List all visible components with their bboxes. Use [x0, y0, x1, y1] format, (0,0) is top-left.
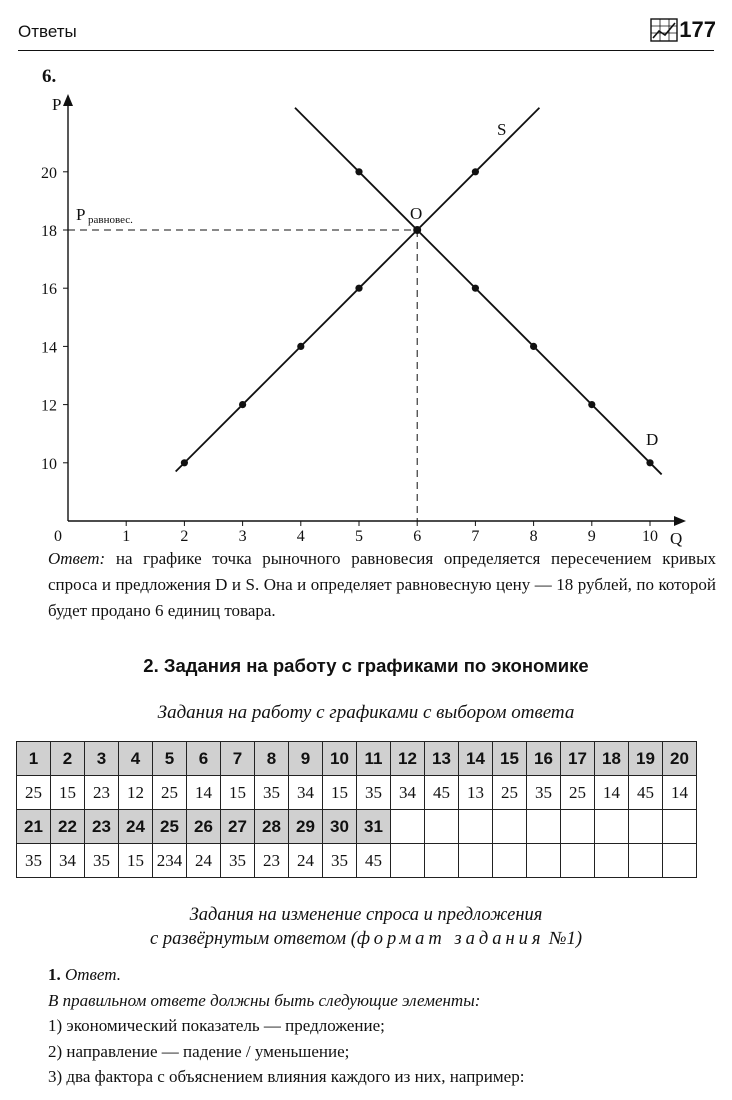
section2-line1: Задания на изменение спроса и предложения: [189, 905, 543, 925]
answers_2-cell: 23: [255, 844, 289, 878]
problem-number: 6.: [42, 66, 57, 87]
supply-label: S: [497, 120, 507, 139]
empty-cell: [391, 844, 425, 878]
headers_1-cell: 9: [289, 742, 323, 776]
answers_1-cell: 45: [629, 776, 663, 810]
answers_1-cell: 15: [323, 776, 357, 810]
answers_2-cell: 24: [289, 844, 323, 878]
empty-cell: [595, 844, 629, 878]
empty-cell: [629, 810, 663, 844]
headers_2-cell: 25: [153, 810, 187, 844]
header-title: Ответы: [18, 22, 77, 41]
answers_1-cell: 35: [357, 776, 391, 810]
headers_2-cell: 28: [255, 810, 289, 844]
y-tick-label: 14: [41, 339, 57, 357]
answers_2-cell: 234: [153, 844, 187, 878]
y-tick-label: 16: [41, 281, 57, 299]
answers_1-cell: 13: [459, 776, 493, 810]
answers_1-cell: 15: [221, 776, 255, 810]
task-item: 1) экономический показатель — предложение;: [48, 1016, 385, 1035]
equilibrium-price-subscript: равновес.: [88, 214, 133, 226]
headers_1-cell: 1: [17, 742, 51, 776]
headers_1-cell: 10: [323, 742, 357, 776]
answers_1-cell: 23: [85, 776, 119, 810]
x-tick-label: 3: [238, 528, 247, 545]
task-intro: В правильном ответе должны быть следующие элементы:: [48, 990, 481, 1010]
x-axis-arrow: [674, 516, 686, 526]
task-1: [48, 962, 716, 1090]
y-tick-label: 10: [41, 455, 57, 473]
answers_1-cell: 34: [391, 776, 425, 810]
answers_2-cell: 15: [119, 844, 153, 878]
section2-line2-end: №1): [544, 929, 582, 949]
answers_2-cell: 35: [85, 844, 119, 878]
x-tick-label: 2: [180, 528, 189, 545]
task-number: 1.: [48, 965, 61, 984]
x-tick-label: 4: [296, 528, 305, 545]
section-heading: 2. Задания на работу с графиками по экономике: [143, 655, 589, 676]
demand-label: D: [646, 430, 659, 449]
headers_2-cell: 26: [187, 810, 221, 844]
x-tick-label: 5: [355, 528, 363, 545]
headers_1-cell: 20: [663, 742, 697, 776]
answers_1-cell: 14: [595, 776, 629, 810]
answers_2-row: [17, 844, 697, 878]
supply-point: [355, 285, 362, 292]
headers_1-cell: 6: [187, 742, 221, 776]
empty-cell: [493, 844, 527, 878]
headers_2-row: [17, 810, 697, 844]
empty-cell: [425, 844, 459, 878]
headers_2-cell: 31: [357, 810, 391, 844]
task-item: 3) два фактора с объяснением влияния каждого из них, например:: [48, 1067, 525, 1086]
answers_1-cell: 25: [493, 776, 527, 810]
headers_2-cell: 29: [289, 810, 323, 844]
answers_1-row: [17, 776, 697, 810]
section2-line2-spaced: формат задания: [356, 929, 545, 949]
headers_1-cell: 14: [459, 742, 493, 776]
demand-line: [295, 108, 662, 475]
answers_1-cell: 15: [51, 776, 85, 810]
x-tick-label: 1: [122, 528, 131, 545]
headers_1-cell: 17: [561, 742, 595, 776]
empty-cell: [595, 810, 629, 844]
answers_1-cell: 34: [289, 776, 323, 810]
headers_2-cell: 30: [323, 810, 357, 844]
section2-heading: [0, 903, 732, 951]
answers_2-cell: 45: [357, 844, 391, 878]
answer-paragraph: [48, 546, 716, 624]
y-tick-label: 20: [41, 164, 57, 182]
answers_1-cell: 14: [187, 776, 221, 810]
demand-point: [530, 343, 537, 350]
answer-text: на графике точка рыночного равновесия определяется пересечением кривых спроса и предложения D и S. Она и определяет равновесную цену — 18 рублей, по которой будет продано 6 единиц товара.: [48, 549, 716, 620]
headers_1-cell: 16: [527, 742, 561, 776]
answers_2-cell: 35: [17, 844, 51, 878]
answers_1-cell: 25: [17, 776, 51, 810]
x-tick-label: 10: [642, 528, 658, 545]
empty-cell: [459, 844, 493, 878]
answers-table: [16, 741, 697, 878]
headers_2-cell: 22: [51, 810, 85, 844]
answers_1-cell: 14: [663, 776, 697, 810]
empty-cell: [527, 810, 561, 844]
headers_1-cell: 11: [357, 742, 391, 776]
y-tick-label: 18: [41, 223, 57, 240]
answers_1-cell: 35: [527, 776, 561, 810]
page-number: 177: [679, 17, 716, 42]
headers_1-row: [17, 742, 697, 776]
task-item: 2) направление — падение / уменьшение;: [48, 1041, 350, 1061]
y-axis-label: P: [52, 95, 62, 114]
headers_2-cell: 21: [17, 810, 51, 844]
headers_1-cell: 3: [85, 742, 119, 776]
supply-point: [297, 343, 304, 350]
x-tick-label: 6: [413, 528, 422, 545]
headers_1-cell: 7: [221, 742, 255, 776]
empty-cell: [629, 844, 663, 878]
answers_1-cell: 12: [119, 776, 153, 810]
empty-cell: [663, 844, 697, 878]
headers_1-cell: 19: [629, 742, 663, 776]
answers_2-cell: 34: [51, 844, 85, 878]
empty-cell: [527, 844, 561, 878]
task-1-title: [48, 962, 716, 988]
empty-cell: [459, 810, 493, 844]
empty-cell: [663, 810, 697, 844]
equilibrium-label: O: [410, 204, 423, 223]
answers_1-cell: 45: [425, 776, 459, 810]
answers_2-cell: 35: [221, 844, 255, 878]
answers_1-cell: 35: [255, 776, 289, 810]
supply-point: [181, 459, 188, 466]
headers_1-cell: 12: [391, 742, 425, 776]
headers_2-cell: 27: [221, 810, 255, 844]
section2-line2-start: с развёрнутым ответом (: [150, 929, 357, 949]
y-axis-arrow: [63, 94, 73, 106]
x-tick-label: 9: [587, 528, 596, 545]
headers_1-cell: 5: [153, 742, 187, 776]
demand-point: [588, 401, 595, 408]
headers_1-cell: 8: [255, 742, 289, 776]
x-tick-label: 8: [529, 528, 538, 545]
equilibrium-price-label: P: [76, 205, 86, 224]
equilibrium-point: [413, 226, 421, 234]
section2-line2: [0, 927, 732, 951]
empty-cell: [391, 810, 425, 844]
headers_2-cell: 23: [85, 810, 119, 844]
answers_1-cell: 25: [153, 776, 187, 810]
headers_2-cell: 24: [119, 810, 153, 844]
supply-point: [472, 168, 479, 175]
origin-label: 0: [54, 528, 62, 545]
supply-point: [239, 401, 246, 408]
x-tick-label: 7: [471, 528, 480, 545]
answer-lead: Ответ:: [48, 549, 106, 568]
y-tick-label: 12: [41, 397, 57, 415]
headers_1-cell: 18: [595, 742, 629, 776]
demand-point: [472, 285, 479, 292]
headers_1-cell: 13: [425, 742, 459, 776]
empty-cell: [561, 810, 595, 844]
answers_2-cell: 24: [187, 844, 221, 878]
task-lead: Ответ.: [60, 965, 121, 984]
headers_1-cell: 4: [119, 742, 153, 776]
x-axis-label: Q: [670, 529, 683, 548]
answers_1-cell: 25: [561, 776, 595, 810]
headers_1-cell: 15: [493, 742, 527, 776]
headers_1-cell: 2: [51, 742, 85, 776]
answers_2-cell: 35: [323, 844, 357, 878]
empty-cell: [561, 844, 595, 878]
demand-point: [646, 459, 653, 466]
section-subheading: Задания на работу с графиками с выбором ответа: [157, 702, 575, 723]
empty-cell: [493, 810, 527, 844]
demand-point: [355, 168, 362, 175]
empty-cell: [425, 810, 459, 844]
